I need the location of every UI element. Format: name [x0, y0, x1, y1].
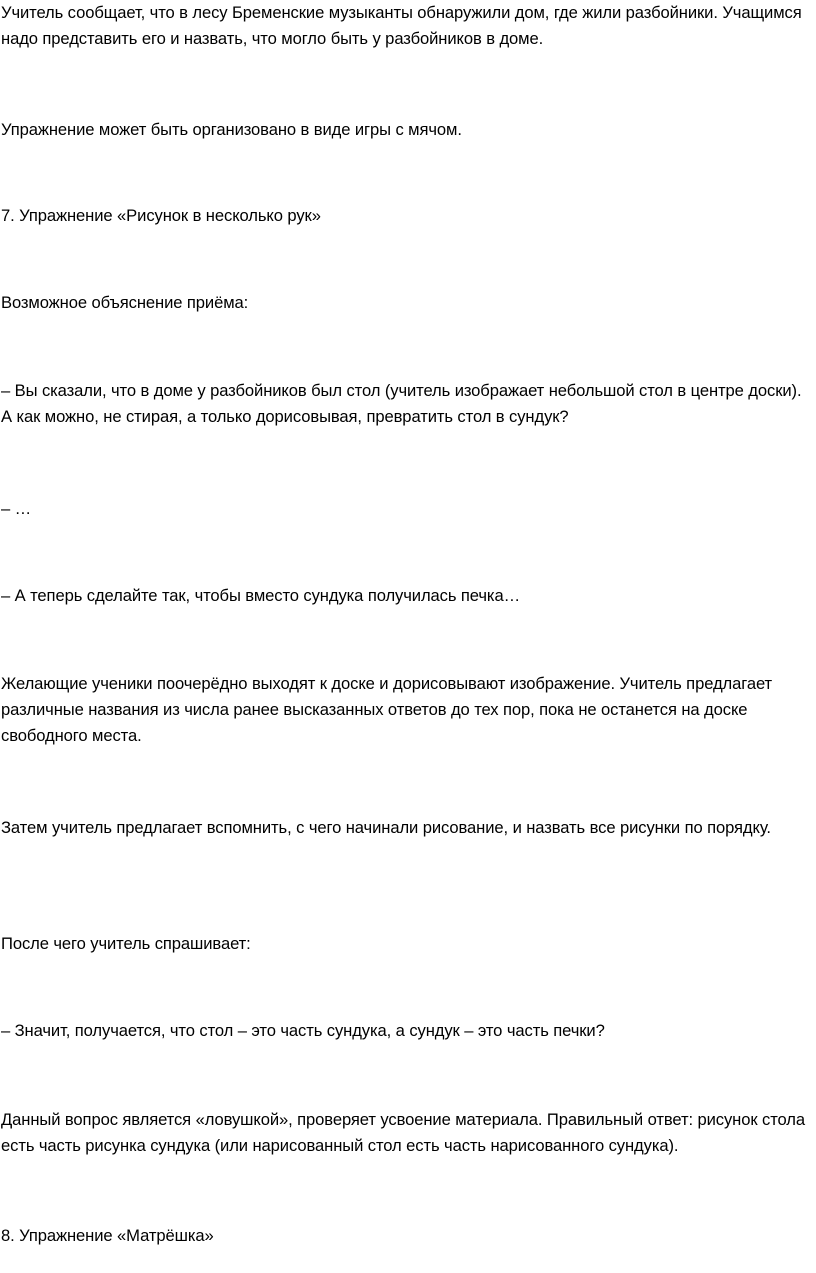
exercise-8-heading: 8. Упражнение «Матрёшка» [1, 1226, 214, 1245]
paragraph-table-question: – Вы сказали, что в доме у разбойников был стол (учитель изображает небольшой стол в центре доски). А как можно, не стирая, а только дорисовывая, превратить стол в сундук? [1, 381, 802, 426]
paragraph-correct-answer: Данный вопрос является «ловушкой», проверяет усвоение материала. Правильный ответ: рисунок стола есть часть рисунка сундука (или нарисованный стол есть часть нарисованного сундука). [1, 1110, 806, 1155]
paragraph-ball-game: Упражнение может быть организовано в виде игры с мячом. [1, 120, 462, 139]
paragraph-students-draw: Желающие ученики поочерёдно выходят к доске и дорисовывают изображение. Учитель предлагает различные названия из числа ранее высказанных ответов до тех пор, пока не останется на доске свободного места. [1, 674, 773, 745]
exercise-7-heading: 7. Упражнение «Рисунок в несколько рук» [1, 206, 321, 225]
paragraph-recall-order: Затем учитель предлагает вспомнить, с чего начинали рисование, и назвать все рисунки по порядку. [1, 818, 771, 837]
paragraph-trap-question: – Значит, получается, что стол – это часть сундука, а сундук – это часть печки? [1, 1021, 605, 1040]
paragraph-stove-request: – А теперь сделайте так, чтобы вместо сундука получилась печка… [1, 586, 521, 605]
paragraph-ellipsis: – … [1, 499, 32, 518]
paragraph-explanation-label: Возможное объяснение приёма: [1, 293, 249, 312]
paragraph-intro: Учитель сообщает, что в лесу Бременские музыканты обнаружили дом, где жили разбойники. Учащимся надо представить его и назвать, что могло быть у разбойников в доме. [1, 3, 802, 48]
paragraph-teacher-asks: После чего учитель спрашивает: [1, 934, 251, 953]
